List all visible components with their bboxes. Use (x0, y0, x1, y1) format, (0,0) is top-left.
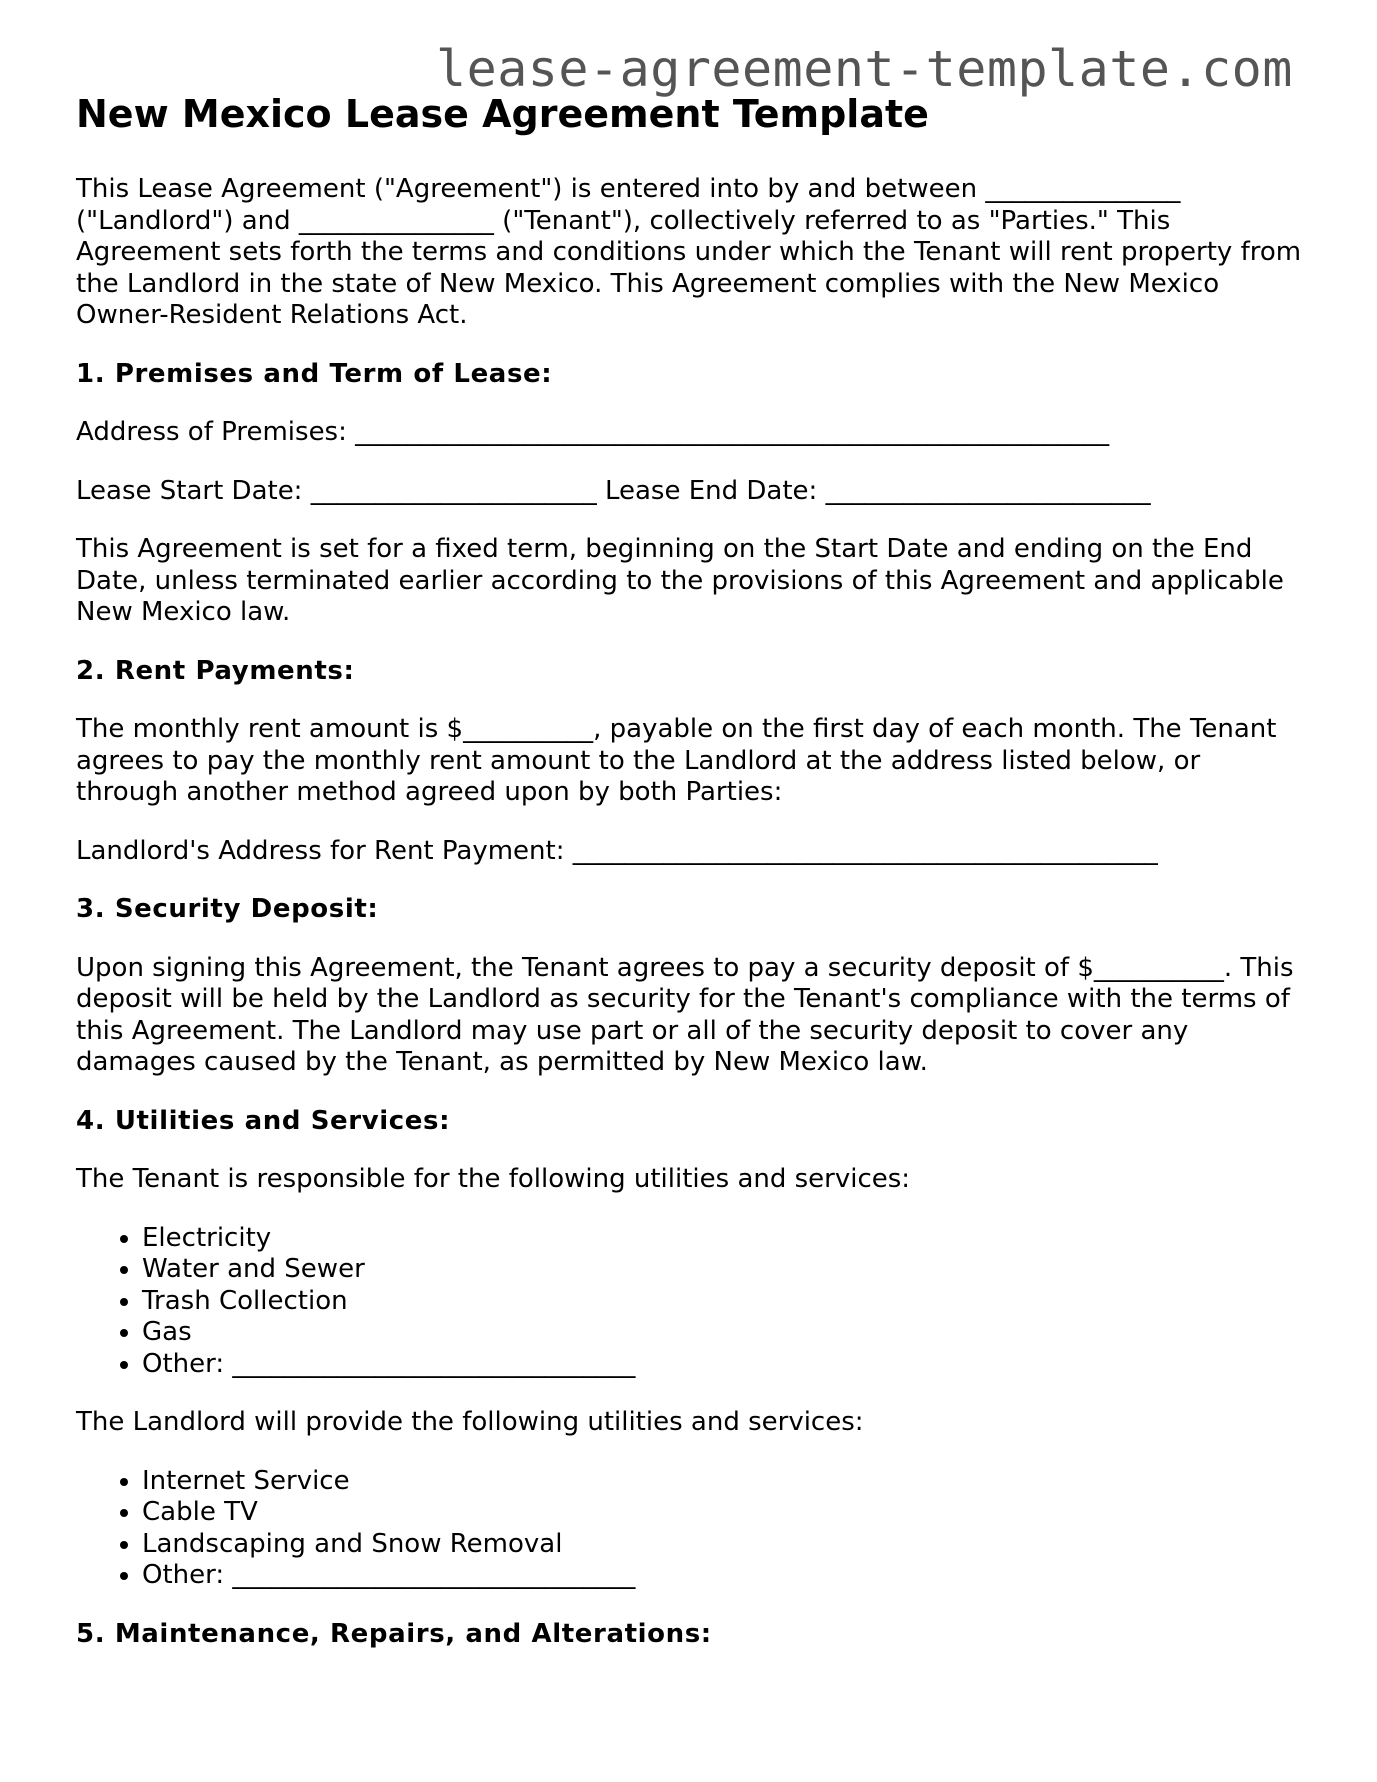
list-item: • Cable TV (142, 1497, 1306, 1529)
section-heading-rent: 2. Rent Payments: (76, 655, 355, 686)
rent-address-line: Landlord's Address for Rent Payment: _____________________________________________ (76, 835, 1158, 866)
list-item: • Trash Collection (142, 1286, 1306, 1318)
tenant-utilities-list (76, 1223, 1306, 1381)
section-heading-premises: 1. Premises and Term of Lease: (76, 358, 553, 389)
section-heading-utilities: 4. Utilities and Services: (76, 1105, 451, 1136)
list-item: • Gas (142, 1317, 1306, 1349)
rent-paragraph: The monthly rent amount is $__________, payable on the first day of each month. The Tenant agrees to pay the monthly rent amount to the Landlord at the address listed below, or through another method agreed upon by both Parties: (76, 714, 1277, 807)
section-heading-maintenance: 5. Maintenance, Repairs, and Alterations: (76, 1618, 712, 1649)
deposit-paragraph: Upon signing this Agreement, the Tenant agrees to pay a security deposit of $__________. This deposit will be held by the Landlord as security for the Tenant's compliance with the terms of this Agreement. The Landlord may use part or all of the security deposit to cover any damages caused by the Tenant, as permitted by New Mexico law. (76, 952, 1294, 1077)
list-item: • Other: _______________________________ (142, 1349, 1306, 1381)
list-item: • Electricity (142, 1223, 1306, 1255)
list-item: • Internet Service (142, 1466, 1306, 1498)
landlord-utilities-intro: The Landlord will provide the following utilities and services: (76, 1407, 864, 1437)
tenant-utilities-intro: The Tenant is responsible for the following utilities and services: (76, 1164, 911, 1194)
section-heading-deposit: 3. Security Deposit: (76, 894, 379, 924)
watermark: lease-agreement-template.com (436, 40, 1293, 98)
lease-dates-line: Lease Start Date: ______________________ Lease End Date: _________________________ (76, 475, 1151, 506)
list-item: • Water and Sewer (142, 1254, 1306, 1286)
page-title: New Mexico Lease Agreement Template (76, 92, 929, 136)
intro-paragraph: This Lease Agreement ("Agreement") is entered into by and between _______________ ("Landlord") and _______________ ("Tenant"), collectively referred to as "Parties." This Agreement sets forth the terms and conditions under which the Tenant will rent property from the Landlord in the state of New Mexico. This Agreement complies with the New Mexico Owner-Resident Relations Act. (76, 174, 1302, 330)
list-item: • Landscaping and Snow Removal (142, 1529, 1306, 1561)
premises-term-paragraph: This Agreement is set for a fixed term, beginning on the Start Date and ending on the End Date, unless terminated earlier according to the provisions of this Agreement and applicable New Mexico law. (76, 534, 1284, 627)
landlord-utilities-list (76, 1466, 1306, 1592)
list-item: • Other: _______________________________ (142, 1560, 1306, 1592)
premises-address-line: Address of Premises: __________________________________________________________ (76, 417, 1110, 447)
document-body (76, 174, 1306, 1677)
